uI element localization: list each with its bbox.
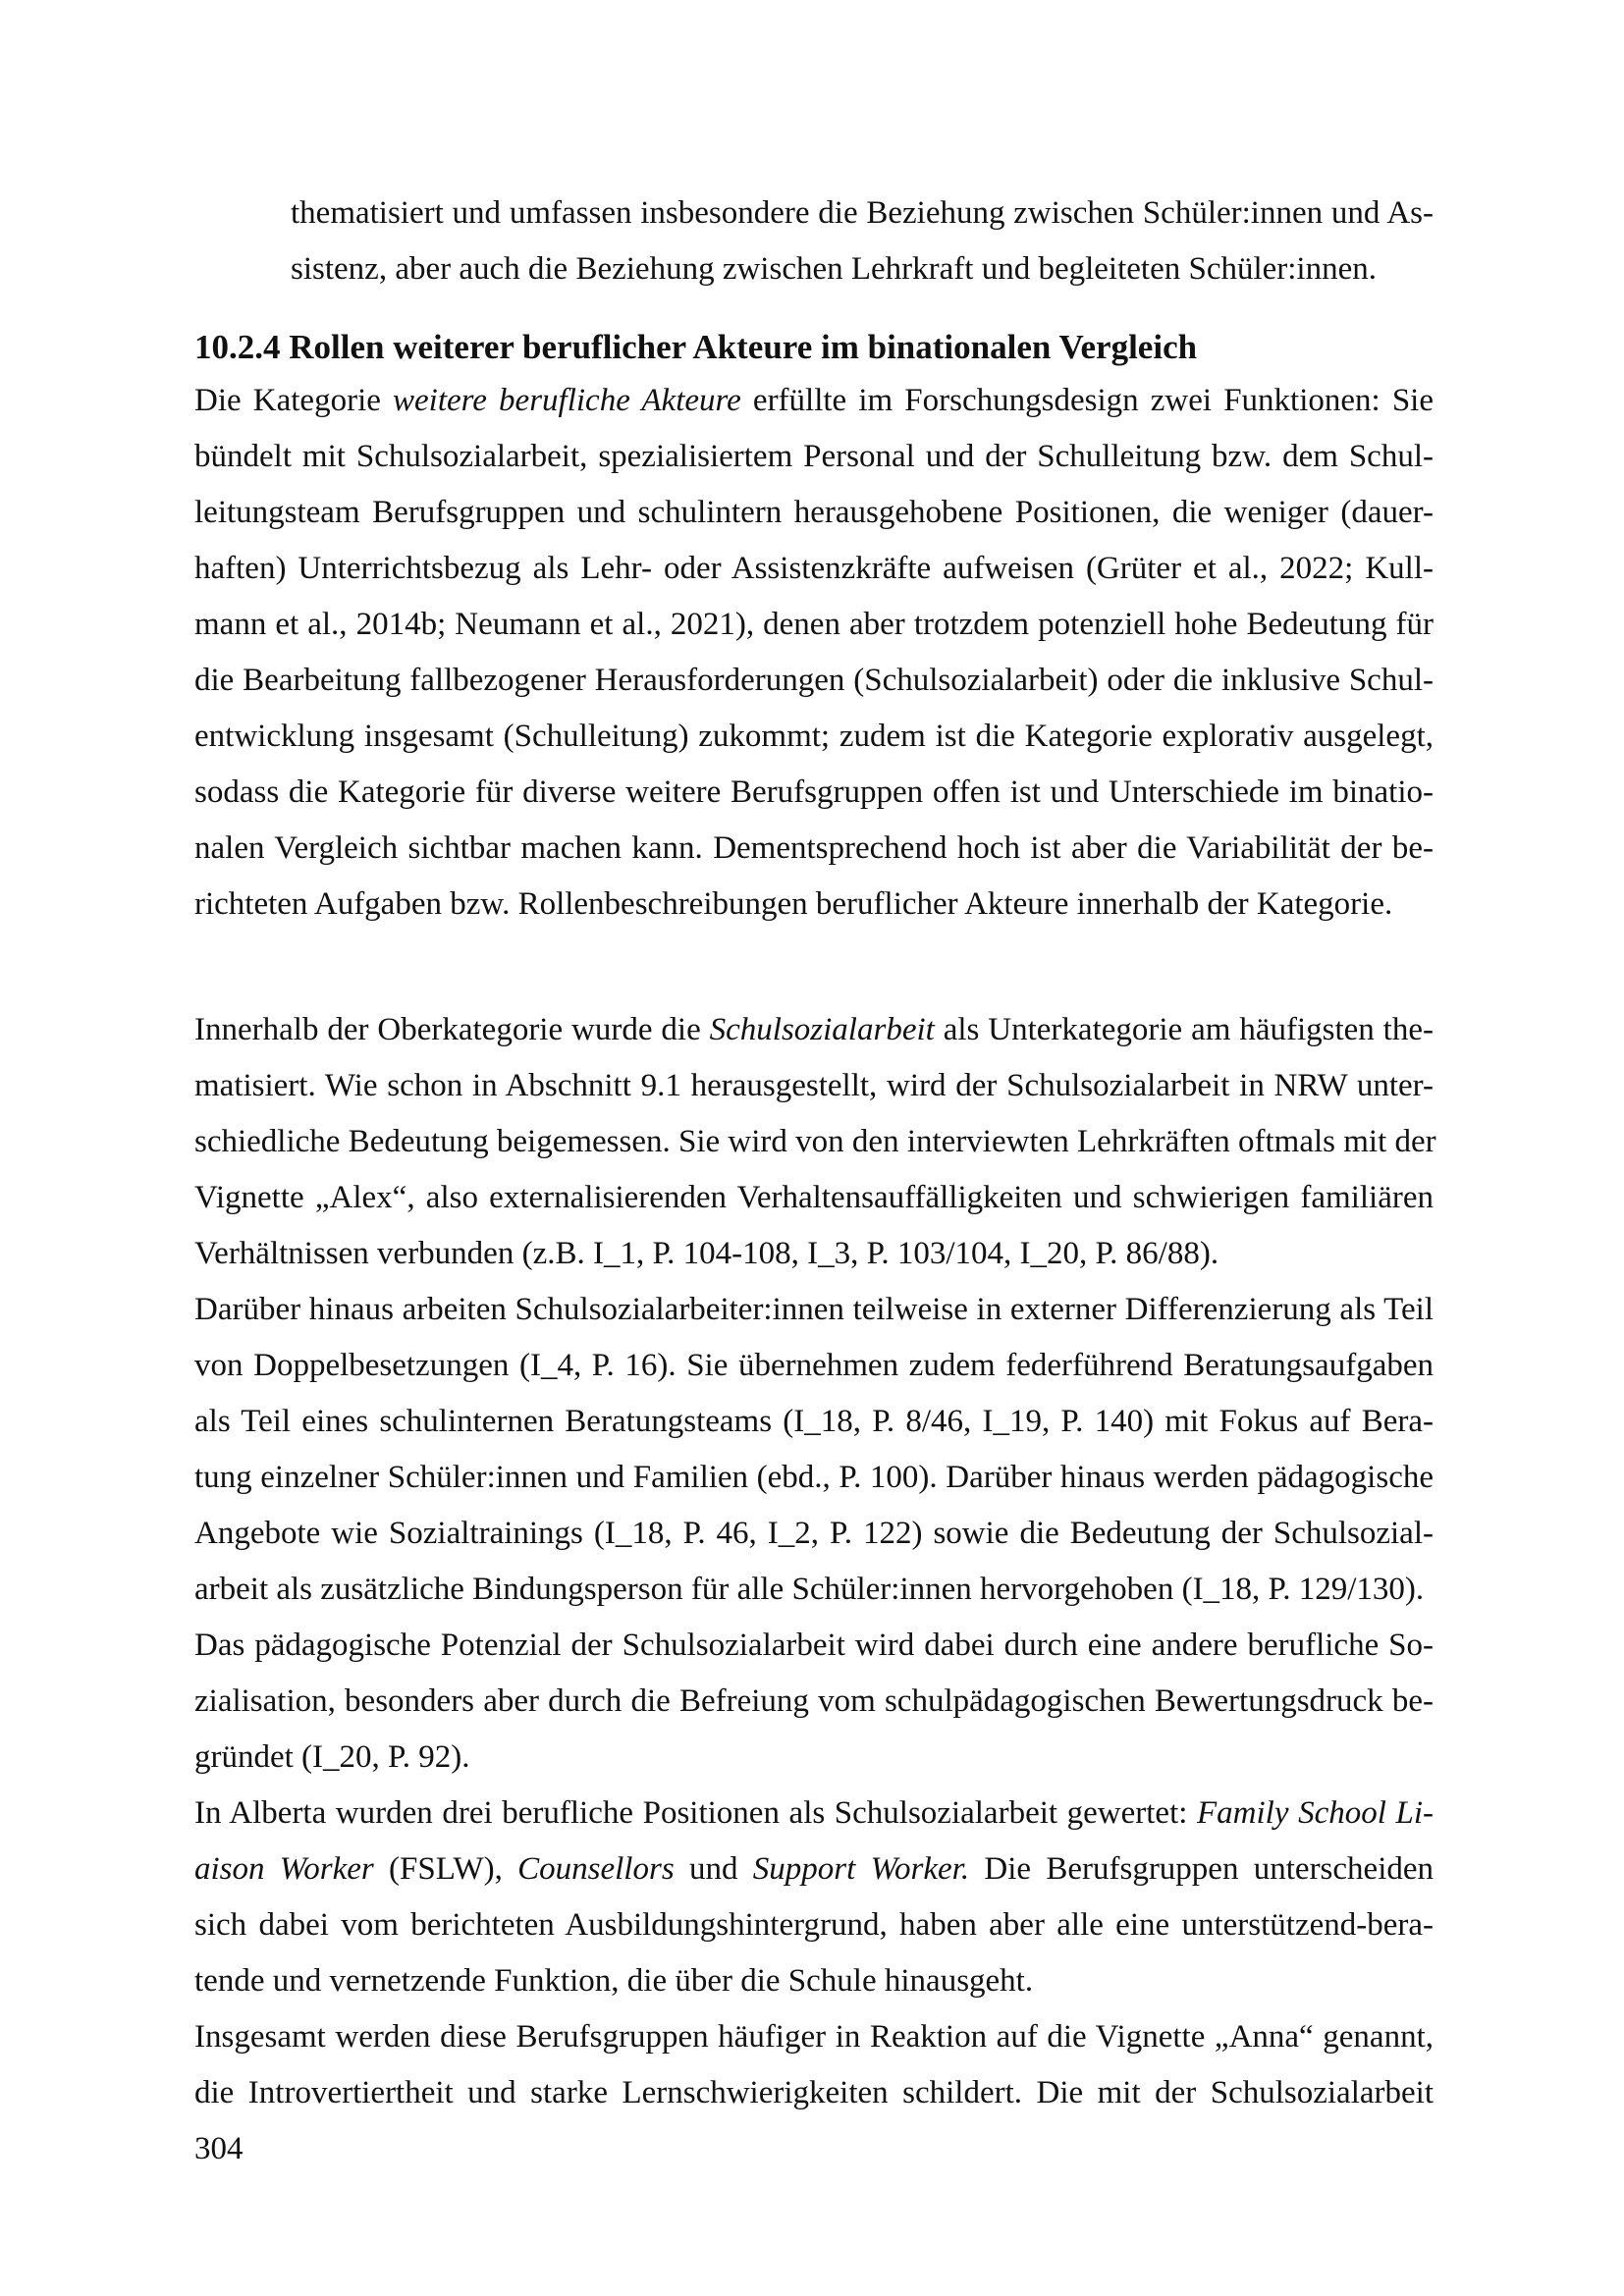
continuation-paragraph xyxy=(291,186,1434,297)
text-line: Insgesamt werden diese Berufsgruppen häufiger in Reaktion auf die Vignette „Anna“ genannt, xyxy=(194,2019,1434,2055)
italic-term: Counsellors xyxy=(517,1851,675,1887)
text-line: arbeit als zusätzliche Bindungsperson für alle Schüler:innen hervorgehoben (I_18, P. 129/130). xyxy=(194,1572,1425,1607)
text-run: (FSLW), xyxy=(373,1851,518,1887)
italic-term: Schulsozialarbeit xyxy=(709,1012,935,1047)
text-run: Die Berufsgruppen unterscheiden xyxy=(969,1851,1435,1887)
text-line: bündelt mit Schulsozialarbeit, spezialisiertem Personal und der Schulleitung bzw. dem Schul- xyxy=(194,439,1434,474)
text-line xyxy=(194,1786,1434,1842)
paragraph-weitere-akteure xyxy=(194,373,1434,933)
text-line: als Teil eines schulinternen Beratungsteams (I_18, P. 8/46, I_19, P. 140) mit Fokus auf Bera- xyxy=(194,1404,1434,1439)
italic-term: weitere berufliche Akteure xyxy=(393,383,741,418)
text-line: richteten Aufgaben bzw. Rollenbeschreibungen beruflicher Akteure innerhalb der Kategorie. xyxy=(194,886,1393,922)
italic-term: Support Worker. xyxy=(752,1851,970,1887)
text-line: leitungsteam Berufsgruppen und schulintern herausgehobene Positionen, die weniger (dauer- xyxy=(194,495,1434,530)
text-line: von Doppelbesetzungen (I_4, P. 16). Sie übernehmen zudem federführend Beratungsaufgaben xyxy=(194,1348,1434,1383)
text-run: In Alberta wurden drei berufliche Positionen als Schulsozialarbeit gewertet: xyxy=(194,1795,1198,1831)
text-line: die Introvertiertheit und starke Lernschwierigkeiten schildert. Die mit der Schulsozialarbeit xyxy=(194,2075,1434,2110)
text-run: als Unterkategorie am häufigsten the- xyxy=(934,1012,1434,1047)
text-line: sodass die Kategorie für diverse weitere Berufsgruppen offen ist und Unterschiede im binatio- xyxy=(194,774,1434,810)
text-line: thematisiert und umfassen insbesondere die Beziehung zwischen Schüler:innen und As- xyxy=(291,195,1434,231)
text-line xyxy=(194,1002,1434,1058)
text-line: die Bearbeitung fallbezogener Herausforderungen (Schulsozialarbeit) oder die inklusive Schul- xyxy=(194,663,1434,698)
text-line: Angebote wie Sozialtrainings (I_18, P. 46, I_2, P. 122) sowie die Bedeutung der Schulsozial- xyxy=(194,1516,1434,1551)
text-line: tung einzelner Schüler:innen und Familien (ebd., P. 100). Darüber hinaus werden pädagogische xyxy=(194,1460,1434,1495)
text-line: Darüber hinaus arbeiten Schulsozialarbeiter:innen teilweise in externer Differenzierung als Teil xyxy=(194,1292,1434,1327)
text-line: haften) Unterrichtsbezug als Lehr- oder Assistenzkräfte aufweisen (Grüter et al., 2022; Kull- xyxy=(194,551,1434,586)
section-title: Rollen weiterer beruflicher Akteure im binationalen Vergleich xyxy=(289,328,1198,366)
text-line: schiedliche Bedeutung beigemessen. Sie wird von den interviewten Lehrkräften oftmals mit der xyxy=(194,1124,1436,1159)
text-line: Verhältnissen verbunden (z.B. I_1, P. 104-108, I_3, P. 103/104, I_20, P. 86/88). xyxy=(194,1236,1219,1271)
text-line: sistenz, aber auch die Beziehung zwischen Lehrkraft und begleiteten Schüler:innen. xyxy=(291,251,1377,287)
page-number: 304 xyxy=(194,2131,244,2166)
text-line: gründet (I_20, P. 92). xyxy=(194,1739,470,1775)
text-line xyxy=(194,373,1434,429)
text-line: mann et al., 2014b; Neumann et al., 2021), denen aber trotzdem potenziell hohe Bedeutung für xyxy=(194,607,1434,642)
text-line: zialisation, besonders aber durch die Befreiung vom schulpädagogischen Bewertungsdruck be- xyxy=(194,1683,1434,1719)
section-number: 10.2.4 xyxy=(194,328,281,366)
italic-term: Family School Li- xyxy=(1197,1795,1434,1831)
text-line: entwicklung insgesamt (Schulleitung) zukommt; zudem ist die Kategorie explorativ ausgelegt, xyxy=(194,719,1434,754)
text-run: Innerhalb der Oberkategorie wurde die xyxy=(194,1012,710,1047)
text-run: Die Kategorie xyxy=(194,383,394,418)
text-line: tende und vernetzende Funktion, die über die Schule hinausgeht. xyxy=(194,1963,1034,1999)
italic-term: aison Worker xyxy=(194,1851,374,1887)
text-line: matisiert. Wie schon in Abschnitt 9.1 herausgestellt, wird der Schulsozialarbeit in NRW unter- xyxy=(194,1068,1434,1103)
text-line: sich dabei vom berichteten Ausbildungshintergrund, haben aber alle eine unterstützend-bera- xyxy=(194,1907,1434,1943)
text-line: nalen Vergleich sichtbar machen kann. Dementsprechend hoch ist aber die Variabilität der be- xyxy=(194,830,1434,866)
section-heading xyxy=(194,319,1434,375)
text-run: erfüllte im Forschungsdesign zwei Funktionen: Sie xyxy=(740,383,1435,418)
text-line xyxy=(194,1842,1434,1897)
text-line: Vignette „Alex“, also externalisierenden Verhaltensauffälligkeiten und schwierigen familiären xyxy=(194,1180,1434,1215)
paragraph-schulsozialarbeit xyxy=(194,1002,1434,2121)
text-line: Das pädagogische Potenzial der Schulsozialarbeit wird dabei durch eine andere berufliche So- xyxy=(194,1628,1434,1663)
text-run: und xyxy=(674,1851,753,1887)
